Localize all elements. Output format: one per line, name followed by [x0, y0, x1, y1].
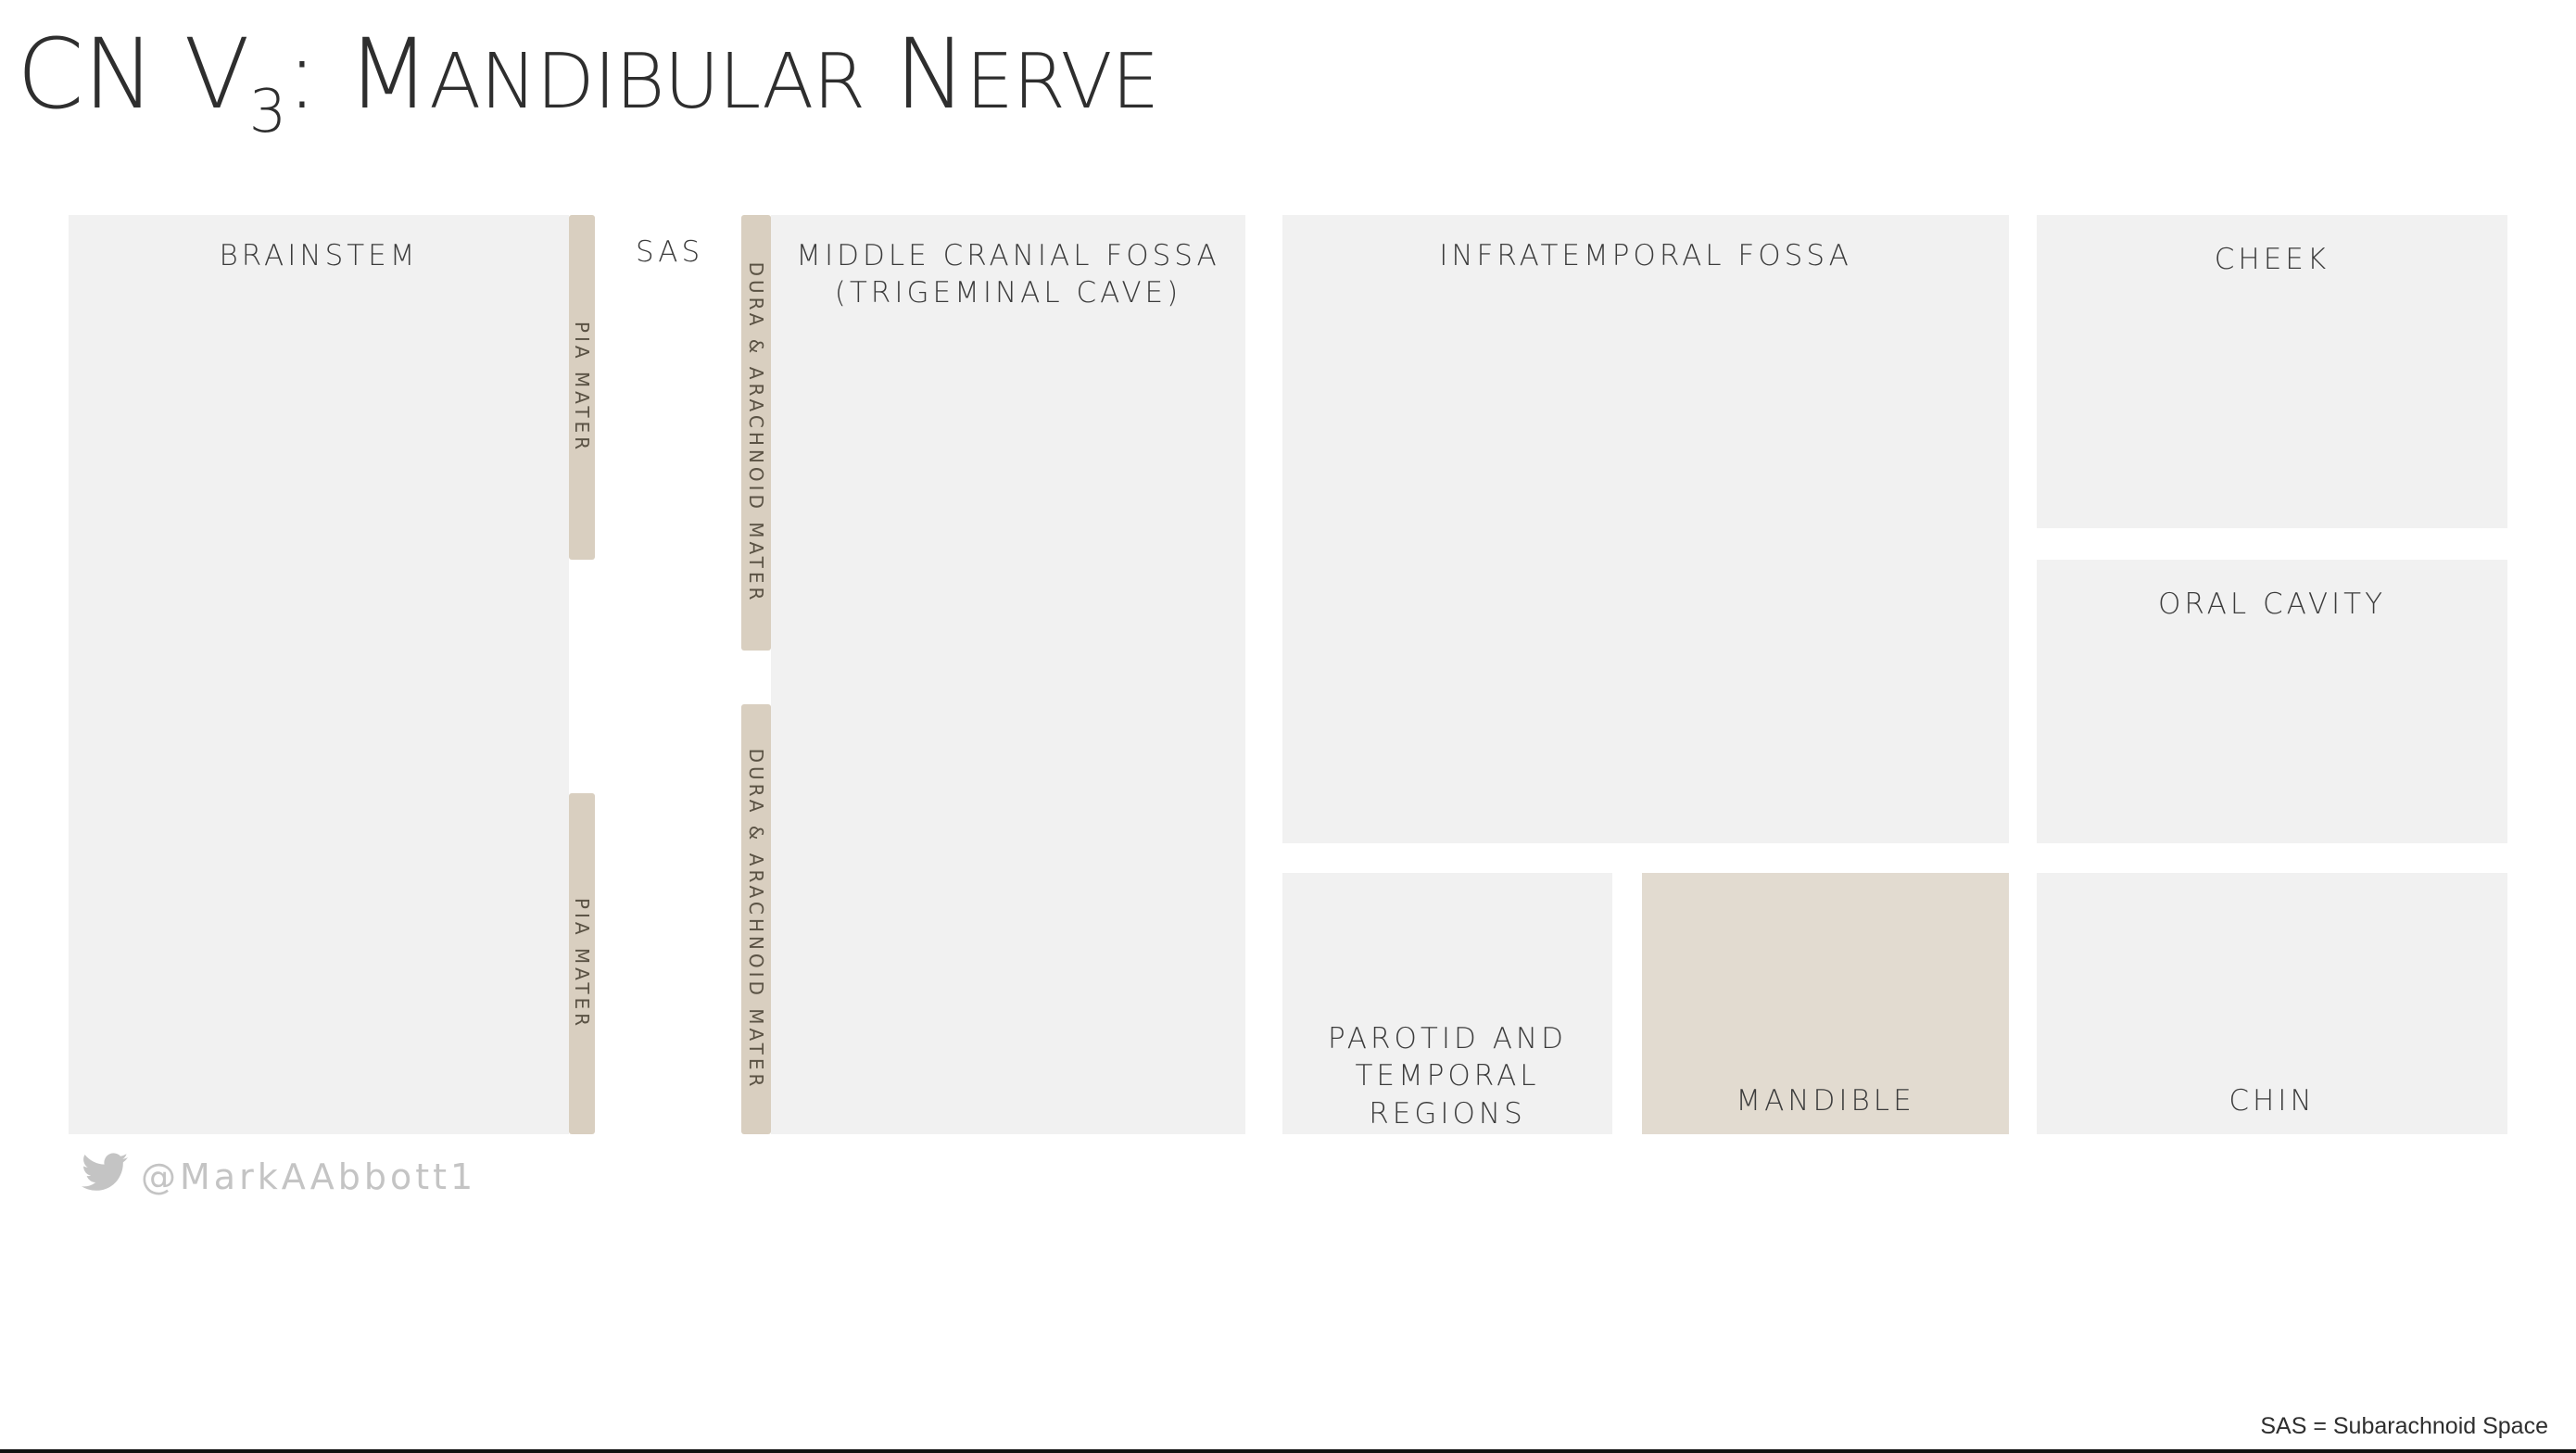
infratemporal-fossa-label: INFRATEMPORAL FOSSA — [1439, 239, 1852, 272]
sas-footnote: SAS = Subarachnoid Space — [2260, 1413, 2548, 1439]
brainstem-region[interactable] — [69, 215, 569, 1134]
middle-cranial-fossa-line2: (TRIGEMINAL CAVE) — [834, 276, 1182, 310]
title-n: N — [865, 18, 966, 131]
twitter-bird-icon — [82, 1153, 128, 1200]
bottom-divider — [0, 1449, 2576, 1453]
cheek-label: CHEEK — [2214, 243, 2330, 276]
pia-mater-lower-label: PIA MATER — [571, 897, 593, 1030]
infratemporal-fossa-region[interactable] — [1282, 215, 2009, 843]
dura-arachnoid-upper[interactable] — [741, 215, 771, 651]
middle-cranial-fossa-region[interactable] — [771, 215, 1245, 1134]
twitter-handle[interactable] — [82, 1153, 476, 1200]
pia-mater-upper-label: PIA MATER — [571, 321, 593, 454]
title-prefix: CN V — [17, 18, 249, 131]
pia-mater-lower[interactable] — [569, 793, 595, 1134]
title-subscript: 3 — [248, 78, 286, 146]
title-small-caps-2: ERVE — [966, 38, 1159, 126]
title-colon-m: : M — [285, 18, 430, 131]
sas-label: SAS — [636, 235, 704, 269]
parotid-temporal-region[interactable] — [1282, 873, 1612, 1134]
parotid-temporal-line1: PAROTID AND — [1328, 1022, 1567, 1056]
parotid-temporal-line2: TEMPORAL REGIONS — [1355, 1059, 1540, 1131]
mandible-region[interactable] — [1642, 873, 2009, 1134]
middle-cranial-fossa-line1: MIDDLE CRANIAL FOSSA — [796, 239, 1220, 272]
brainstem-label: BRAINSTEM — [219, 239, 419, 272]
chin-label: CHIN — [2229, 1083, 2316, 1118]
dura-arachnoid-lower[interactable] — [741, 704, 771, 1134]
twitter-handle-text: @MarkAAbbott1 — [141, 1156, 477, 1197]
oral-cavity-label: ORAL CAVITY — [2157, 588, 2387, 621]
dura-arachnoid-upper-label: DURA & ARACHNOID MATER — [745, 261, 767, 604]
parotid-temporal-label — [1282, 1020, 1612, 1132]
pia-mater-upper[interactable] — [569, 215, 595, 560]
oral-cavity-region[interactable] — [2037, 560, 2507, 843]
page-title — [17, 7, 1158, 155]
dura-arachnoid-lower-label: DURA & ARACHNOID MATER — [745, 748, 767, 1091]
mandible-label: MANDIBLE — [1736, 1083, 1915, 1118]
chin-region[interactable] — [2037, 873, 2507, 1134]
title-small-caps-1: ANDIBULAR — [429, 38, 865, 126]
middle-cranial-fossa-label — [771, 237, 1245, 312]
cheek-region[interactable] — [2037, 215, 2507, 528]
